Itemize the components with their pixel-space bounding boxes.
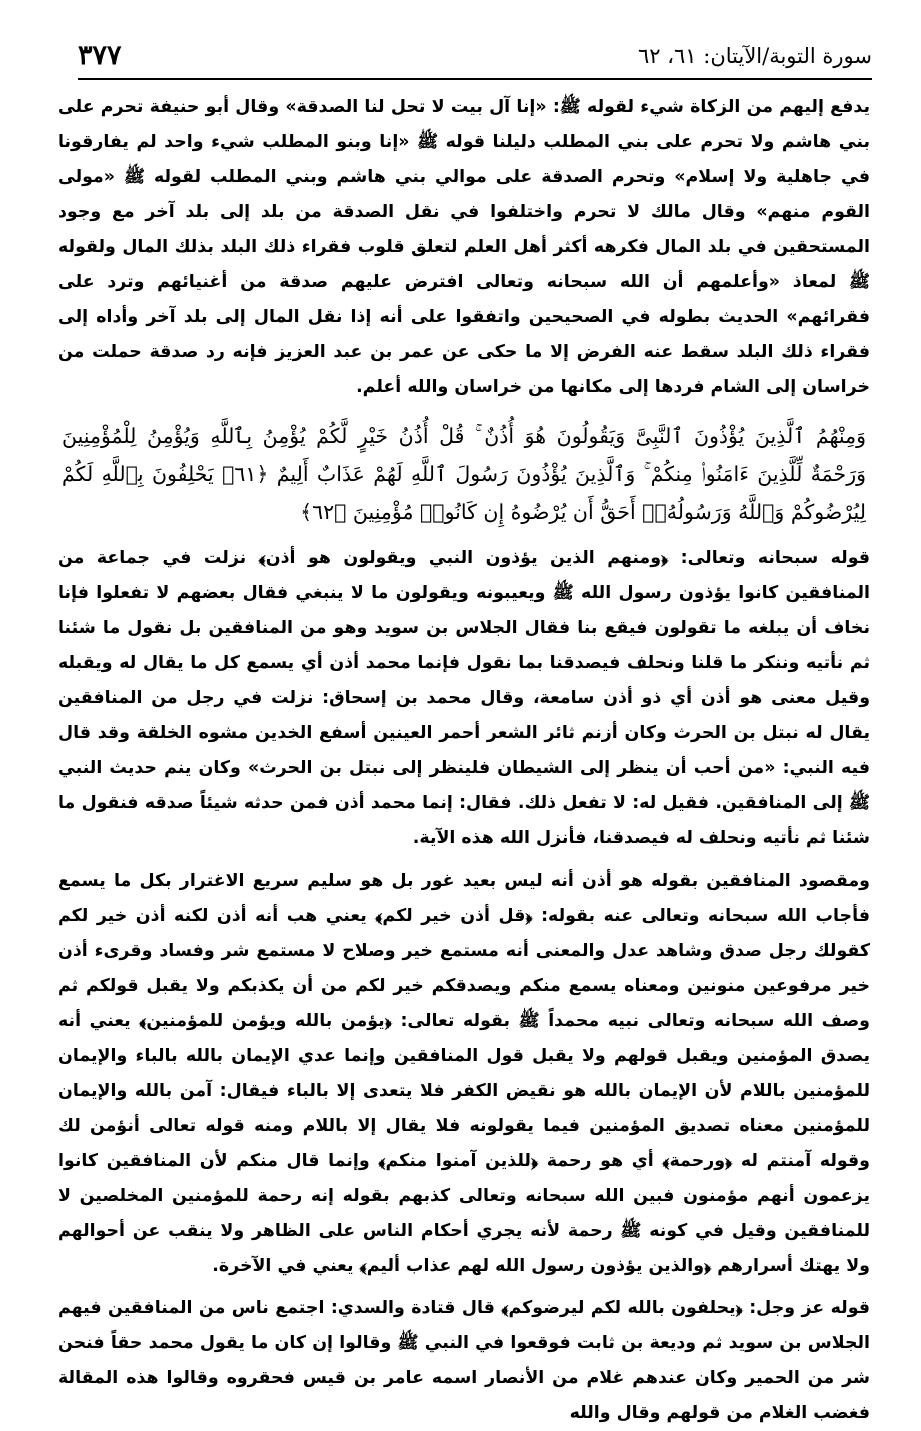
- page-header: [78, 36, 872, 80]
- paragraph-revelation: قوله سبحانه وتعالى: ﴿ومنهم الذين يؤذون النبي ويقولون هو أذن﴾ نزلت في جماعة من المنافقين كانوا يؤذون رسول الله ﷺ ويعيبونه ويقولون ما لا ينبغي فقال بعضهم لا تفعلوا فإنا نخاف أن يبلغه ما تقولون فيقع بنا فقال الجلاس بن سويد وهو من المنافقين بل نقول ما شئنا ثم نأتيه وننكر ما قلنا ونحلف فيصدقنا بما نقول فإنما محمد أذن أي يسمع كل ما يقال له ويقبله وقيل معنى هو أذن أي ذو أذن سامعة، وقال محمد بن إسحاق: نزلت في رجل من المنافقين يقال له نبتل بن الحرث وكان أزنم ثائر الشعر أحمر العينين أسفع الخدين مشوه الخلقة وقد قال فيه النبي: «من أحب أن ينظر إلى الشيطان فلينظر إلى نبتل بن الحرث» وكان ينم حديث النبي ﷺ إلى المنافقين. فقيل له: لا تفعل ذلك. فقال: إنما محمد أذن فمن حدثه شيئاً صدقه فنقول ما شئنا ثم نأتيه ونحلف له فيصدقنا، فأنزل الله هذه الآية.: [58, 548, 870, 848]
- paragraph-gap: [58, 856, 870, 864]
- paragraph-interpretation: ومقصود المنافقين بقوله هو أذن أنه ليس بعيد غور بل هو سليم سريع الاغترار بكل ما يسمع فأجاب الله سبحانه وتعالى عنه بقوله: ﴿قل أذن خير لكم﴾ يعني هب أنه أذن لكنه أذن خير لكم كقولك رجل صدق وشاهد عدل والمعنى أنه مستمع خير وصلاح لا مستمع شر وفساد وقرىء أذن خير مرفوعين منونين ومعناه يسمع منكم ويصدقكم خير لكم من أن يكذبكم ولا يقبل قولكم ثم وصف الله سبحانه وتعالى نبيه محمداً ﷺ بقوله تعالى: ﴿يؤمن بالله ويؤمن للمؤمنين﴾ يعني أنه يصدق المؤمنين ويقبل قولهم ولا يقبل قول المنافقين وإنما عدي الإيمان بالله بالباء والإيمان للمؤمنين باللام لأن الإيمان بالله هو نقيض الكفر فلا يتعدى إلا بالباء فيقال: آمن بالله والإيمان للمؤمنين معناه تصديق المؤمنين فيما يقولونه فلا يقال إلا باللام ومنه قوله تعالى أنؤمن لك وقوله آمنتم له ﴿ورحمة﴾ أي هو رحمة ﴿للذين آمنوا منكم﴾ وإنما قال منكم لأن المنافقين كانوا يزعمون أنهم مؤمنون فبين الله سبحانه وتعالى كذبهم بقوله إنه رحمة للمؤمنين المخلصين لا للمنافقين وقيل في كونه ﷺ رحمة لأنه يجري أحكام الناس على الظاهر ولا ينقب عن أحوالهم ولا يهتك أسرارهم ﴿والذين يؤذون رسول الله لهم عذاب أليم﴾ يعني في الآخرة.: [58, 871, 870, 1276]
- running-title: سورة التوبة/الآيتان: ٦١، ٦٢: [637, 44, 872, 68]
- page-number: ٣٧٧: [78, 40, 122, 71]
- page-body: [58, 90, 870, 1431]
- paragraph-oath: قوله عز وجل: ﴿يحلفون بالله لكم ليرضوكم﴾ قال قتادة والسدي: اجتمع ناس من المنافقين فيهم الجلاس بن سويد ثم وديعة بن ثابت فوقعوا في النبي ﷺ وقالوا إن كان ما يقول محمد حقاً فنحن شر من الحمير وكان عندهم غلام من الأنصار اسمه عامر بن قيس فحقروه وقالوا هذه المقالة فغضب الغلام من قولهم وقال والله: [58, 1298, 870, 1423]
- paragraph-zakat: يدفع إليهم من الزكاة شيء لقوله ﷺ: «إنا آل بيت لا تحل لنا الصدقة» وقال أبو حنيفة تحرم على بني هاشم ولا تحرم على بني المطلب دليلنا قوله ﷺ «إنا وبنو المطلب شيء واحد لم يفارقونا في جاهلية ولا إسلام» وتحرم الصدقة على موالي بني هاشم وبني المطلب لقوله ﷺ «مولى القوم منهم» وقال مالك لا تحرم واختلفوا في نقل الصدقة من بلد إلى بلد آخر مع وجود المستحقين في بلد المال فكرهه أكثر أهل العلم لتعلق قلوب فقراء ذلك البلد بذلك المال ولقوله ﷺ لمعاذ «وأعلمهم أن الله سبحانه وتعالى افترض عليهم صدقة من أغنيائهم وترد على فقرائهم» الحديث بطوله في الصحيحين واتفقوا على أنه إذا نقل المال إلى بلد آخر وأداه إلى فقراء ذلك البلد سقط عنه الفرض إلا ما حكى عن عمر بن عبد العزيز فإنه رد صدقة حملت من خراسان إلى الشام فردها إلى مكانها من خراسان والله أعلم.: [58, 97, 870, 397]
- quran-verse: وَمِنْهُمُ ٱلَّذِينَ يُؤْذُونَ ٱلنَّبِىَّ وَيَقُولُونَ هُوَ أُذُنٌ ۚ قُلْ أُذُنُ خَيْرٍ لَّكُمْ يُؤْمِنُ بِٱللَّهِ وَيُؤْمِنُ لِلْمُؤْمِنِينَ وَرَحْمَةٌ لِّلَّذِينَ ءَامَنُوا۟ مِنكُمْ ۚ وَٱلَّذِينَ يُؤْذُونَ رَسُولَ ٱللَّهِ لَهُمْ عَذَابٌ أَلِيمٌ ﴿٦١﴾ يَحْلِفُونَ بِٱللَّهِ لَكُمْ لِيُرْضُوكُمْ وَٱللَّهُ وَرَسُولُهُۥٓ أَحَقُّ أَن يُرْضُوهُ إِن كَانُوا۟ مُؤْمِنِينَ ﴿٦٢﴾: [62, 424, 866, 524]
